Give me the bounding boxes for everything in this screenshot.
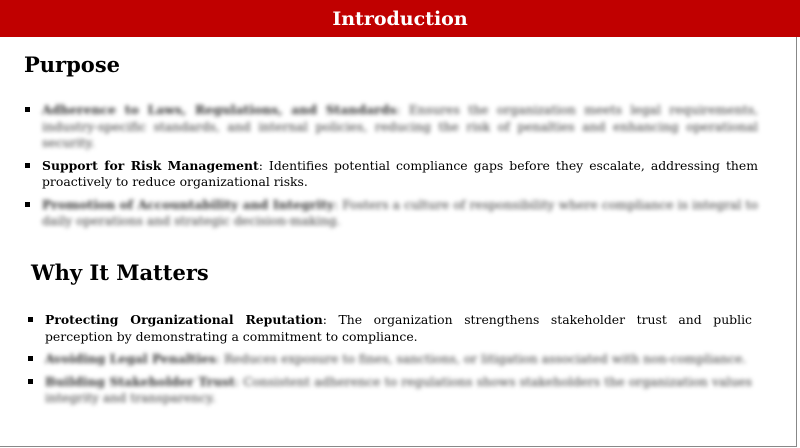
bullet-square-icon: [28, 379, 33, 384]
bullet-square-icon: [28, 356, 33, 361]
item-term: Adherence to Laws, Regulations, and Standards: [42, 102, 397, 117]
item-body: [45, 374, 752, 406]
item-text: : The organization strengthens stakeholder trust and public perception by demonstrating a commitment to compliance.: [45, 312, 752, 344]
item-term: Building Stakeholder Trust: [45, 373, 235, 389]
item-text: : Ensures the organization meets legal requirements, industry-specific standards, and internal policies, reducing the risk of penalties and enhancing operational security.: [42, 102, 759, 150]
purpose-heading: Purpose: [24, 52, 120, 77]
item-text: : Reduces exposure to fines, sanctions, or litigation associated with non-compliance.: [215, 351, 747, 366]
bullet-square-icon: [25, 163, 30, 168]
why-it-matters-list: [27, 312, 752, 413]
item-term: Avoiding Legal Penalties: [45, 351, 216, 366]
why-item-legal: [27, 351, 752, 368]
why-item-reputation: [27, 312, 752, 345]
item-body: [45, 351, 746, 366]
item-body: [42, 102, 758, 150]
item-body: [42, 197, 758, 229]
item-body: [42, 158, 758, 190]
bullet-square-icon: [28, 317, 33, 322]
slide-title: Introduction: [332, 7, 468, 30]
why-item-trust: [27, 374, 752, 407]
why-it-matters-heading: Why It Matters: [31, 260, 209, 285]
bullet-square-icon: [25, 107, 30, 112]
item-body: [45, 312, 752, 344]
purpose-item-compliance: [24, 102, 758, 152]
item-term: Promotion of Accountability and Integrity: [42, 196, 334, 212]
purpose-item-risk: [24, 158, 758, 191]
item-term: Support for Risk Management: [42, 157, 259, 173]
item-text: : Identifies potential compliance gaps before they escalate, addressing them proactively to reduce organizational risks.: [42, 157, 758, 189]
bullet-square-icon: [25, 202, 30, 207]
item-term: Protecting Organizational Reputation: [45, 312, 323, 327]
item-text: : Fosters a culture of responsibility where compliance is integral to daily operations and strategic decision-making.: [42, 196, 758, 228]
title-bar: [0, 0, 800, 37]
purpose-item-accountability: [24, 197, 758, 230]
purpose-list: [24, 102, 758, 236]
item-text: : Consistent adherence to regulations shows stakeholders the organization values integrity and transparency.: [45, 373, 752, 405]
